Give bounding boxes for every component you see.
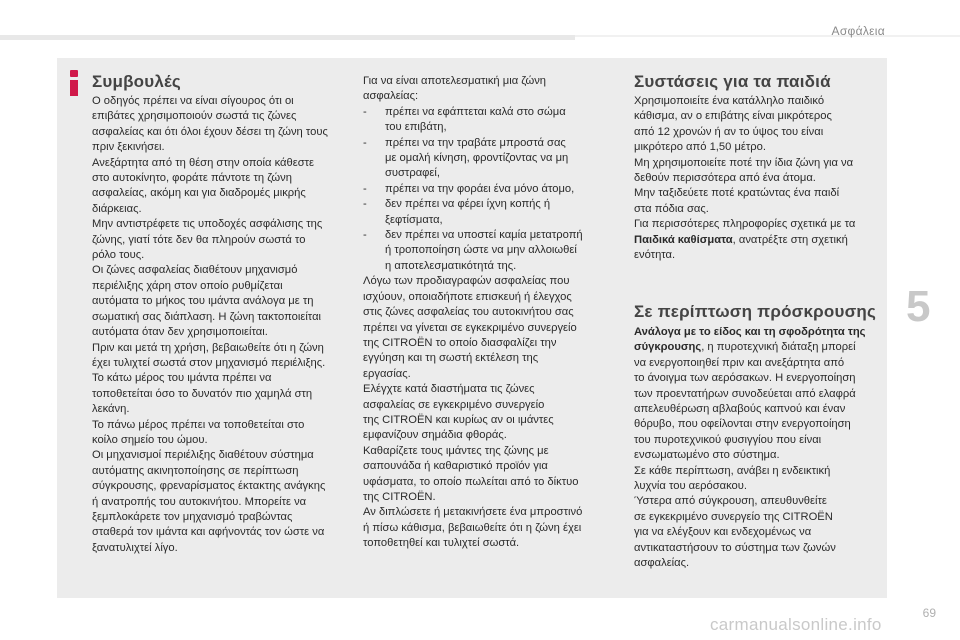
header-rule-light	[575, 35, 960, 37]
text-line: ή πίσω κάθισμα, βεβαιωθείτε ότι η ζώνη έχει	[363, 521, 582, 534]
text-line: Ανεξάρτητα από τη θέση στην οποία κάθεστε	[92, 156, 315, 169]
text-line: Το πάνω μέρος πρέπει να τοποθετείται στο	[92, 418, 305, 431]
list-text-line: ή τροποποίηση ώστε να μην αλλοιωθεί	[385, 244, 577, 257]
text-line: επιβάτες χρησιμοποιούν σωστά τις ζώνες	[92, 110, 297, 123]
text-line: της CITROËN και κυρίως αν οι ιμάντες	[363, 413, 554, 426]
children-column	[634, 94, 884, 263]
header-rule	[0, 35, 575, 40]
text-line: των προεντατήρων συνοδεύεται από ελαφρά	[634, 387, 856, 400]
list-dash: -	[363, 182, 367, 195]
text-line: ή ανατροπής του αυτοκινήτου. Μπορείτε να	[92, 495, 307, 508]
text-line: σύγκρουσης, φρεναρίσματος έκτακτης ανάγκης	[92, 480, 326, 493]
text-line: Για περισσότερες πληροφορίες σχετικά με τα	[634, 218, 856, 231]
text-line: ξεμπλοκάρετε τον μηχανισμό τραβώντας	[92, 510, 293, 523]
text-line: έχει τυλιχτεί σωστά στον μηχανισμό περιέλιξης.	[92, 356, 326, 369]
text-line: της CITROËN.	[363, 490, 436, 503]
text-line: εργασίας.	[363, 367, 411, 380]
list-text-line: δεν πρέπει να υποστεί καμία μετατροπή	[385, 229, 583, 242]
text-line: περιέλιξης χάρη στον οποίο ρυθμίζεται	[92, 279, 283, 292]
list-dash: -	[363, 198, 367, 211]
text-line: εμφανίζουν σημάδια φθοράς.	[363, 429, 507, 442]
text-line: ισχύουν, οποιαδήποτε επισκευή ή έλεγχος	[363, 290, 572, 303]
info-icon	[67, 70, 81, 96]
text-line: αυτόματης ακινητοποίησης σε περίπτωση	[92, 464, 299, 477]
list-text	[385, 228, 611, 274]
text-line: υφάσματα, το οποίο πωλείται από το δίκτυο	[363, 475, 579, 488]
text-line: του πυροτεχνικού φυσιγγίου που είναι	[634, 433, 822, 446]
list-text	[385, 197, 611, 228]
collision-line-2: σύγκρουσης, η πυροτεχνική διάταξη μπορεί	[634, 341, 856, 354]
text-line: δεθούν περισσότερα από ένα άτομα.	[634, 172, 816, 185]
text-line: Οι ζώνες ασφαλείας διαθέτουν μηχανισμό	[92, 264, 298, 277]
text-line: της CITROËN το οποίο διασφαλίζει την	[363, 336, 557, 349]
text-line: μικρότερο από 1,50 μέτρο.	[634, 141, 766, 154]
effectiveness-column	[363, 74, 611, 552]
list-text-line: η αποτελεσματικότητά της.	[385, 259, 517, 272]
text-line: ξανατυλιχτεί λίγο.	[92, 541, 178, 554]
text-line: Για να είναι αποτελεσματική μια ζώνη	[363, 75, 547, 87]
children-heading: Συστάσεις για τα παιδιά	[634, 72, 831, 91]
text-line: σωματική σας διάπλαση. Η ζώνη τακτοποιείται	[92, 310, 322, 323]
text-line: Καθαρίζετε τους ιμάντες της ζώνης με	[363, 444, 549, 457]
text-line: ασφαλείας:	[363, 90, 419, 103]
info-icon-stem	[70, 80, 78, 96]
text-line: πρέπει να γίνεται σε εγκεκριμένο συνεργείο	[363, 321, 577, 334]
list-text	[385, 182, 611, 197]
text-line: απελευθέρωση αβλαβούς καπνού και έναν	[634, 403, 846, 416]
text-line: Ύστερα από σύγκρουση, απευθυνθείτε	[634, 495, 827, 508]
text-line: ασφαλείας και ότι όλοι έχουν δέσει τη ζώνη τους	[92, 125, 328, 138]
collision-column	[634, 325, 884, 572]
section-title: Ασφάλεια	[831, 24, 885, 38]
child-seats-link[interactable]: Παιδικά καθίσματα	[634, 233, 733, 246]
list-dash: -	[363, 105, 367, 118]
text-line: Ελέγχτε κατά διαστήματα τις ζώνες	[363, 383, 535, 396]
list-text-line: δεν πρέπει να φέρει ίχνη κοπής ή	[385, 198, 551, 211]
info-icon-dot	[70, 70, 78, 77]
text-line: ασφαλείας, ακόμη και για διαδρομές μικρής	[92, 187, 306, 200]
text-line: από 12 χρονών ή αν το ύψος του είναι	[634, 125, 824, 138]
list-item	[363, 105, 611, 136]
list-item	[363, 197, 611, 228]
text-line: στα πόδια σας.	[634, 202, 709, 215]
list-item	[363, 228, 611, 274]
text-line: Χρησιμοποιείτε ένα κατάλληλο παιδικό	[634, 95, 825, 107]
text-line: ασφαλείας σε εγκεκριμένο συνεργείο	[363, 398, 545, 411]
text-line: στις ζώνες ασφαλείας του αυτοκινήτου σας	[363, 306, 574, 319]
advice-heading: Συμβουλές	[92, 72, 181, 91]
text-line: αυτόματα όταν δεν χρησιμοποιείται.	[92, 326, 268, 339]
text-line: πριν ξεκινήσει.	[92, 141, 165, 154]
list-text-line: ξεφτίσματα,	[385, 213, 443, 226]
text-line: θόρυβο, που οφείλονται στην ενεργοποίηση	[634, 418, 851, 431]
text-line: Οι μηχανισμοί περιέλιξης διαθέτουν σύστημα	[92, 449, 314, 462]
watermark: carmanualsonline.info	[710, 615, 882, 634]
list-text-line: πρέπει να την φοράει ένα μόνο άτομο,	[385, 182, 575, 195]
text-line: στο αυτοκίνητο, φοράτε πάντοτε τη ζώνη	[92, 172, 292, 185]
text-line: το άνοιγμα των αερόσακων. Η ενεργοποίηση	[634, 372, 856, 385]
text-line: λεκάνη.	[92, 403, 130, 416]
text-line: τοποθετείται όσο το δυνατόν πιο χαμηλά στη	[92, 387, 313, 400]
page-number: 69	[922, 606, 936, 620]
text-line: για να ελέγξουν και ενδεχομένως να	[634, 526, 812, 539]
text-line: ρόλο τους.	[92, 249, 145, 262]
text-line: τοποθετηθεί και τυλιχτεί σωστά.	[363, 537, 520, 550]
text-line: να ενεργοποιηθεί πριν και ανεξάρτητα από	[634, 356, 845, 369]
text-line: Μην ταξιδεύετε ποτέ κρατώντας ένα παιδί	[634, 187, 840, 200]
reference-end: ενότητα.	[634, 249, 676, 262]
text-line: Ο οδηγός πρέπει να είναι σίγουρος ότι οι	[92, 95, 294, 107]
text-line: σαπουνάδα ή καθαριστικό προϊόν για	[363, 460, 548, 473]
text-line: Αν διπλώσετε ή μετακινήσετε ένα μπροστινό	[363, 506, 583, 519]
list-text-line: με ομαλή κίνηση, φροντίζοντας να μη	[385, 152, 569, 165]
list-text-line: πρέπει να εφάπτεται καλά στο σώμα	[385, 105, 566, 118]
list-item	[363, 182, 611, 197]
list-text-line: του επιβάτη,	[385, 121, 447, 134]
list-text	[385, 105, 611, 136]
chapter-number: 5	[906, 282, 931, 331]
text-line: αυτόματα το μήκος του ιμάντα ανάλογα με τη	[92, 295, 314, 308]
collision-bold-1: Ανάλογα με το είδος και τη σφοδρότητα της	[634, 326, 866, 338]
text-line: διάρκειας.	[92, 202, 142, 215]
child-seat-reference: Παιδικά καθίσματα, ανατρέξτε στη σχετική	[634, 233, 848, 246]
list-text	[385, 136, 611, 182]
page-header	[0, 0, 960, 40]
text-line: εγγύηση και τη σωστή εκτέλεση της	[363, 352, 539, 365]
text-line: κάθισμα, αν ο επιβάτης είναι μικρότερος	[634, 110, 832, 123]
text-line: κοίλο σημείο του ώμου.	[92, 433, 208, 446]
text-line: Λόγω των προδιαγραφών ασφαλείας που	[363, 275, 570, 288]
text-line: Μην αντιστρέφετε τις υποδοχές ασφάλισης της	[92, 218, 323, 231]
list-text-line: πρέπει να την τραβάτε μπροστά σας	[385, 136, 566, 149]
list-item	[363, 136, 611, 182]
list-dash: -	[363, 229, 367, 242]
collision-heading: Σε περίπτωση πρόσκρουσης	[634, 302, 877, 321]
text-line: ζώνης, γιατί τότε δεν θα πληρούν σωστά το	[92, 233, 306, 246]
list-dash: -	[363, 136, 367, 149]
text-line: ασφαλείας.	[634, 557, 690, 570]
text-line: Μη χρησιμοποιείτε ποτέ την ίδια ζώνη για να	[634, 156, 854, 169]
text-line: Πριν και μετά τη χρήση, βεβαιωθείτε ότι η ζώνη	[92, 341, 324, 354]
list-text-line: συστραφεί,	[385, 167, 441, 180]
text-line: Σε κάθε περίπτωση, ανάβει η ενδεικτική	[634, 464, 831, 477]
text-line: σταθερά τον ιμάντα και αφήνοντάς τον ώστε να	[92, 526, 325, 539]
advice-column	[92, 94, 347, 556]
text-line: ενσωματωμένο στο σύστημα.	[634, 449, 780, 462]
text-line: λυχνία του αερόσακου.	[634, 480, 747, 493]
text-line: αντικαταστήσουν το σύστημα των ζωνών	[634, 541, 836, 554]
text-line: Το κάτω μέρος του ιμάντα πρέπει να	[92, 372, 272, 385]
text-line: σε εγκεκριμένο συνεργείο της CITROËN	[634, 510, 833, 523]
